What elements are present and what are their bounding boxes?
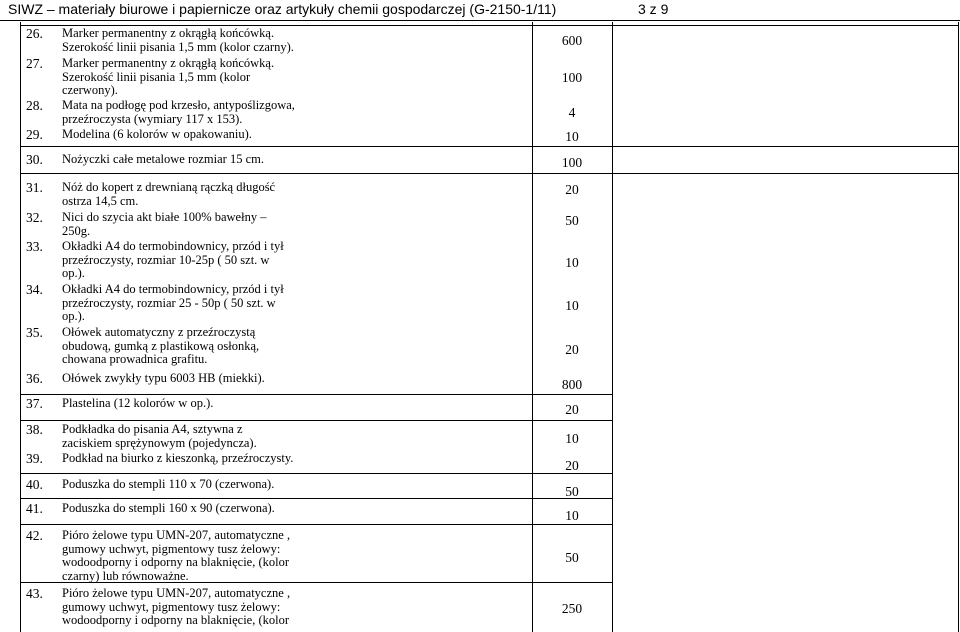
item-description	[62, 211, 266, 238]
header-rule	[0, 20, 960, 21]
item-description	[62, 128, 252, 142]
item-description-line: Mata na podłogę pod krzesło, antypoślizgowa,	[62, 98, 295, 112]
item-number: 32.	[26, 210, 43, 225]
item-quantity: 50	[565, 213, 579, 228]
row-separator	[20, 420, 612, 421]
item-quantity: 10	[565, 508, 579, 523]
row-separator	[20, 146, 958, 147]
item-description	[62, 326, 259, 367]
item-description-line: Podkładka do pisania A4, sztywna z	[62, 422, 243, 436]
item-description-line: Nici do szycia akt białe 100% bawełny –	[62, 210, 267, 224]
item-quantity: 10	[565, 431, 579, 446]
row-separator	[20, 524, 612, 525]
row-separator	[20, 173, 958, 174]
row-separator	[20, 394, 612, 395]
item-quantity: 600	[561, 33, 583, 48]
item-description-line: op.).	[62, 309, 85, 324]
item-quantity: 100	[561, 155, 583, 170]
item-description-line: przeźroczysty, rozmiar 25 - 50p ( 50 szt. w	[62, 295, 276, 310]
item-number: 30.	[26, 152, 43, 167]
item-number: 33.	[26, 239, 43, 254]
item-description-line: Poduszka do stempli 110 x 70 (czerwona).	[62, 477, 275, 491]
item-description-line: wodoodporny i odporny na blaknięcie, (kolor	[62, 613, 290, 628]
item-number: 39.	[26, 451, 43, 466]
item-description	[62, 502, 275, 516]
item-quantity: 10	[565, 129, 579, 144]
item-description-line: gumowy uchwyt, pigmentowy tusz żelowy:	[62, 541, 281, 556]
item-description	[62, 27, 294, 54]
document-title: SIWZ – materiały biurowe i papiernicze oraz artykuły chemii gospodarczej (G-2150-1/11)	[8, 1, 557, 17]
item-description-line: Okładki A4 do termobindownicy, przód i tył	[62, 239, 284, 253]
item-number: 36.	[26, 371, 43, 386]
item-number: 31.	[26, 180, 43, 195]
item-description	[62, 529, 290, 583]
item-description-line: przeźroczysty, rozmiar 10-25p ( 50 szt. w	[62, 252, 270, 267]
item-number: 40.	[26, 477, 43, 492]
item-quantity: 250	[561, 601, 583, 616]
item-description	[62, 397, 213, 411]
item-quantity: 20	[565, 182, 579, 197]
item-description	[62, 372, 265, 386]
table-border-left	[20, 22, 21, 632]
item-description	[62, 283, 284, 324]
item-description-line: czerwony).	[62, 83, 118, 98]
item-quantity: 20	[565, 402, 579, 417]
item-description	[62, 587, 290, 628]
item-description	[62, 423, 257, 450]
item-description	[62, 99, 295, 126]
item-description	[62, 57, 274, 98]
item-description-line: Pióro żelowe typu UMN-207, automatyczne ,	[62, 586, 291, 600]
item-quantity: 10	[565, 255, 579, 270]
item-number: 42.	[26, 528, 43, 543]
item-description-line: op.).	[62, 266, 85, 281]
item-description-line: Okładki A4 do termobindownicy, przód i tył	[62, 282, 284, 296]
item-description-line: ostrza 14,5 cm.	[62, 193, 139, 208]
item-description-line: czarny) lub równoważne.	[62, 568, 189, 583]
item-description-line: Ołówek zwykły typu 6003 HB (miekki).	[62, 371, 265, 385]
item-description-line: Plastelina (12 kolorów w op.).	[62, 396, 214, 410]
item-quantity: 50	[565, 550, 579, 565]
item-description-line: Modelina (6 kolorów w opakowaniu).	[62, 127, 252, 141]
item-quantity: 4	[568, 105, 576, 120]
item-description-line: zaciskiem sprężynowym (pojedyncza).	[62, 435, 257, 450]
item-number: 27.	[26, 56, 43, 71]
item-description-line: Podkład na biurko z kieszonką, przeźroczysty.	[62, 451, 294, 465]
item-number: 34.	[26, 282, 43, 297]
item-quantity: 20	[565, 458, 579, 473]
item-number: 37.	[26, 396, 43, 411]
item-description-line: Nożyczki całe metalowe rozmiar 15 cm.	[62, 152, 264, 166]
table-border-right	[958, 22, 959, 632]
item-description-line: wodoodporny i odporny na blaknięcie, (kolor	[62, 555, 290, 570]
item-description-line: Marker permanentny z okrągłą końcówką.	[62, 26, 275, 40]
item-quantity: 10	[565, 298, 579, 313]
row-separator	[20, 473, 612, 474]
item-description-line: Szerokość linii pisania 1,5 mm (kolor czarny).	[62, 39, 294, 54]
item-description	[62, 181, 275, 208]
item-description	[62, 153, 264, 167]
item-number: 38.	[26, 422, 43, 437]
item-description	[62, 452, 293, 466]
page-number: 3 z 9	[638, 1, 669, 17]
item-description-line: Marker permanentny z okrągłą końcówką.	[62, 56, 275, 70]
item-number: 41.	[26, 501, 43, 516]
item-description	[62, 478, 274, 492]
item-quantity: 100	[561, 70, 583, 85]
row-separator	[20, 498, 612, 499]
item-number: 29.	[26, 127, 43, 142]
item-description-line: Pióro żelowe typu UMN-207, automatyczne ,	[62, 528, 291, 542]
item-description-line: Nóż do kopert z drewnianą rączką długość	[62, 180, 276, 194]
item-description	[62, 240, 284, 281]
page-header	[0, 0, 960, 22]
item-quantity: 20	[565, 342, 579, 357]
item-number: 35.	[26, 325, 43, 340]
table-divider-right	[612, 22, 613, 632]
item-number: 43.	[26, 586, 43, 601]
item-number: 26.	[26, 26, 43, 41]
item-quantity: 50	[565, 484, 579, 499]
item-description-line: chowana prowadnica grafitu.	[62, 352, 208, 367]
item-description-line: Ołówek automatyczny z przeźroczystą	[62, 325, 256, 339]
item-description-line: przeźroczysta (wymiary 117 x 153).	[62, 111, 243, 126]
item-description-line: 250g.	[62, 223, 91, 238]
item-quantity: 800	[561, 377, 583, 392]
item-description-line: obudową, gumką z plastikową osłonką,	[62, 338, 260, 353]
item-description-line: Szerokość linii pisania 1,5 mm (kolor	[62, 69, 251, 84]
item-description-line: Poduszka do stempli 160 x 90 (czerwona).	[62, 501, 275, 515]
item-description-line: gumowy uchwyt, pigmentowy tusz żelowy:	[62, 599, 281, 614]
item-number: 28.	[26, 98, 43, 113]
